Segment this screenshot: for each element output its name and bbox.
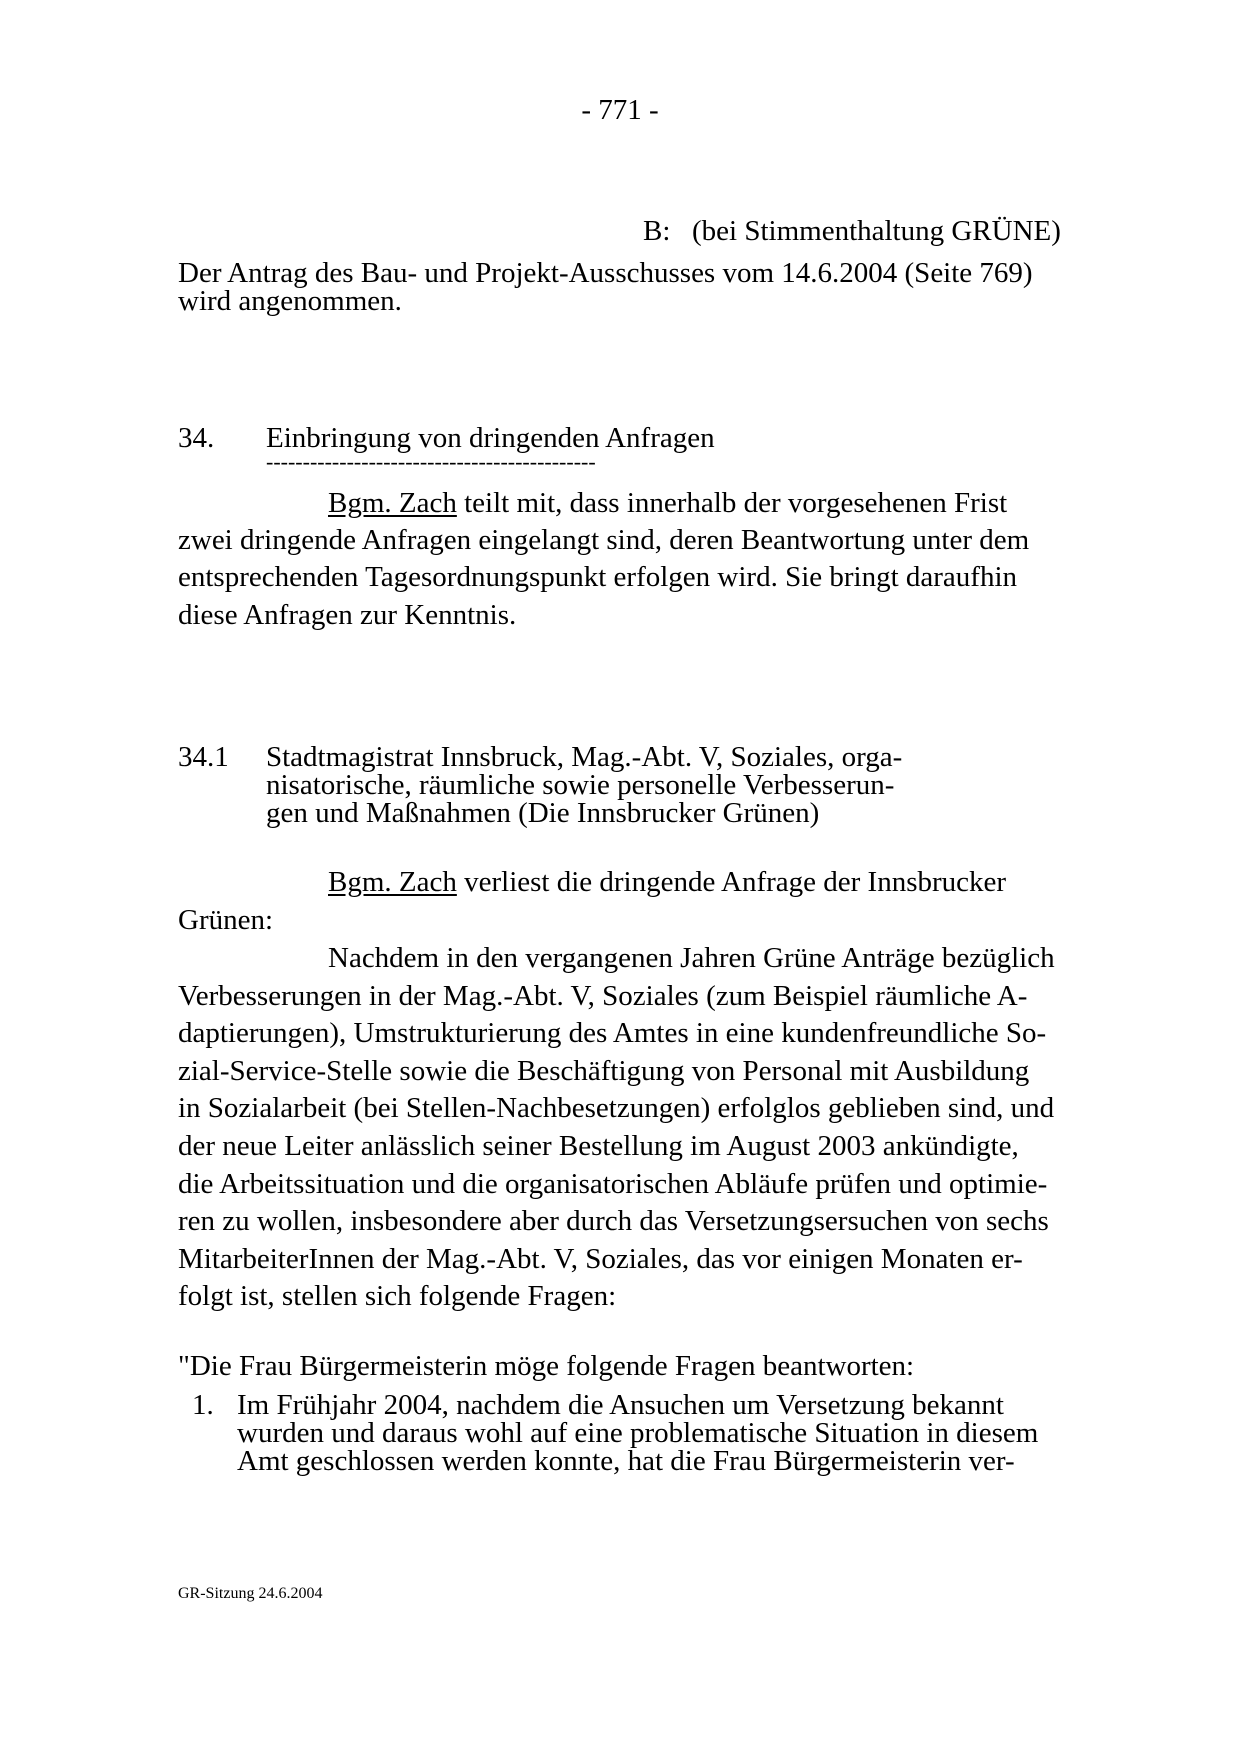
section-34-1-title-line-3: gen und Maßnahmen (Die Innsbrucker Grünen) xyxy=(266,797,820,829)
question-1-number: 1. xyxy=(192,1389,214,1421)
footer: GR-Sitzung 24.6.2004 xyxy=(178,1585,323,1602)
speaker-name: Bgm. Zach xyxy=(328,487,457,519)
paragraph-line-2: daptierungen), Umstrukturierung des Amtes in eine kundenfreundliche So- xyxy=(178,1017,1047,1049)
paragraph-line-9: folgt ist, stellen sich folgende Fragen: xyxy=(178,1280,617,1312)
speaker-line-text: verliest die dringende Anfrage der Innsbrucker xyxy=(456,866,1007,898)
section-34-1-title-line-2: nisatorische, räumliche sowie personelle Verbesserun- xyxy=(266,769,895,801)
paragraph-line-3: zial-Service-Stelle sowie die Beschäftigung von Personal mit Ausbildung xyxy=(178,1055,1030,1087)
paragraph-first-line: Nachdem in den vergangenen Jahren Grüne Anträge bezüglich xyxy=(328,942,1055,974)
paragraph-line-4: in Sozialarbeit (bei Stellen-Nachbesetzungen) erfolglos geblieben sind, und xyxy=(178,1092,1055,1124)
paragraph-line-7: ren zu wollen, insbesondere aber durch das Versetzungsersuchen von sechs xyxy=(178,1205,1049,1237)
speaker-name: Bgm. Zach xyxy=(328,866,457,898)
paragraph-line-8: MitarbeiterInnen der Mag.-Abt. V, Soziales, das vor einigen Monaten er- xyxy=(178,1243,1023,1275)
paragraph-line-5: der neue Leiter anlässlich seiner Bestellung im August 2003 ankündigte, xyxy=(178,1130,1019,1162)
resolution-note: (bei Stimmenthaltung GRÜNE) xyxy=(692,215,1061,247)
resolution-code: B: xyxy=(643,215,671,247)
section-34-title: Einbringung von dringenden Anfragen xyxy=(266,422,715,454)
section-34-1-title-line-1: Stadtmagistrat Innsbruck, Mag.-Abt. V, Soziales, orga- xyxy=(266,741,903,773)
paragraph-line-1: Verbesserungen in der Mag.-Abt. V, Soziales (zum Beispiel räumliche A- xyxy=(178,980,1028,1012)
section-34-1-number: 34.1 xyxy=(178,741,229,773)
resolution-line-2: wird angenommen. xyxy=(178,285,402,317)
section-34-intro-text: teilt mit, dass innerhalb der vorgesehenen Frist xyxy=(456,487,1008,519)
section-34-line-3: diese Anfragen zur Kenntnis. xyxy=(178,599,517,631)
section-34-line-1: zwei dringende Anfragen eingelangt sind, deren Beantwortung unter dem xyxy=(178,524,1030,556)
speaker-line-2: Grünen: xyxy=(178,904,274,936)
section-34-line-2: entsprechenden Tagesordnungspunkt erfolgen wird. Sie bringt daraufhin xyxy=(178,561,1018,593)
section-34-intro xyxy=(328,485,1007,522)
question-1-line-1: Im Frühjahr 2004, nachdem die Ansuchen um Versetzung bekannt xyxy=(237,1389,1004,1421)
paragraph-line-6: die Arbeitssituation und die organisatorischen Abläufe prüfen und optimie- xyxy=(178,1168,1048,1200)
question-intro: "Die Frau Bürgermeisterin möge folgende Fragen beantworten: xyxy=(178,1350,915,1382)
section-34-number: 34. xyxy=(178,422,215,454)
question-1-line-3: Amt geschlossen werden konnte, hat die Frau Bürgermeisterin ver- xyxy=(237,1445,1015,1477)
page-number: - 771 - xyxy=(581,94,659,126)
question-1-line-2: wurden und daraus wohl auf eine problematische Situation in diesem xyxy=(237,1417,1039,1449)
section-34-rule: --------------------------------------------- xyxy=(266,449,596,474)
section-34-1-speaker-line xyxy=(328,864,1006,901)
resolution-line-1: Der Antrag des Bau- und Projekt-Ausschusses vom 14.6.2004 (Seite 769) xyxy=(178,257,1033,289)
